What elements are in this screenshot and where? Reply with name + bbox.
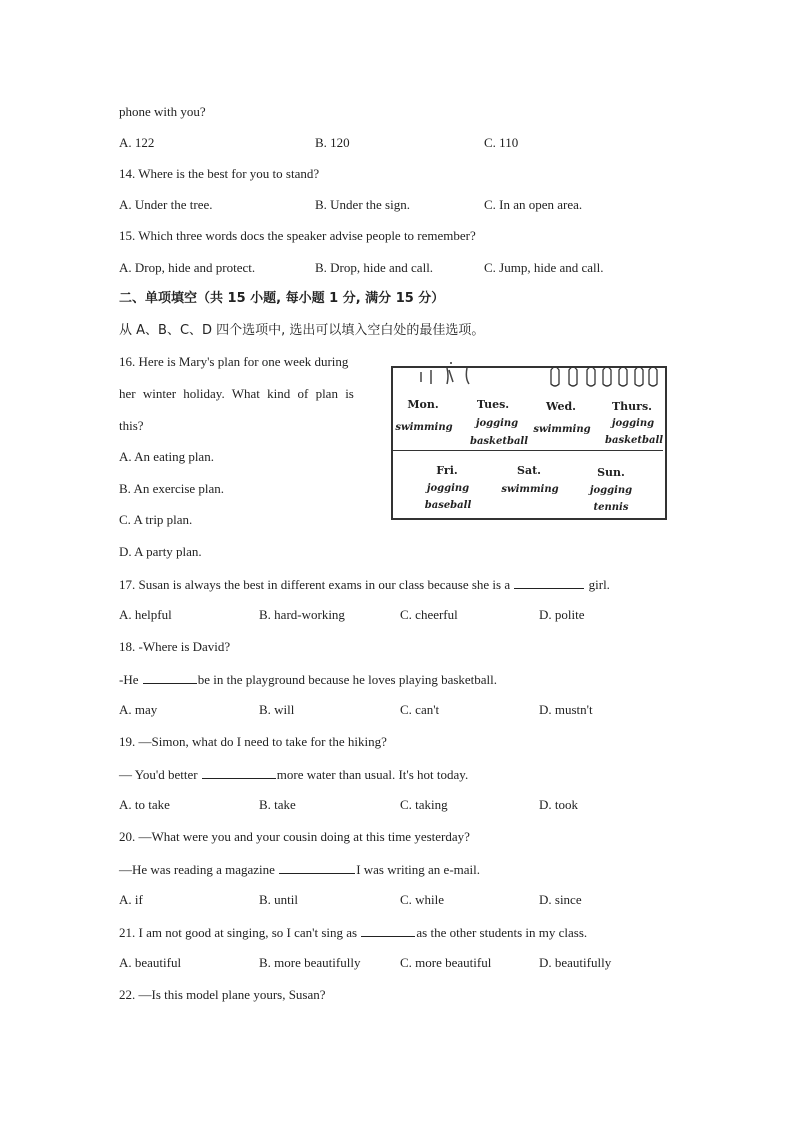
plan-activity: baseball	[424, 500, 472, 511]
q17-option-c: C. cheerful	[400, 607, 458, 622]
plan-day-sat: Sat.	[517, 464, 541, 477]
q20-line2	[119, 861, 480, 878]
q17-option-b: B. hard-working	[259, 607, 345, 622]
plan-divider	[391, 450, 663, 451]
q19-option-b: B. take	[259, 797, 296, 812]
q16-stem-line1: 16. Here is Mary's plan for one week during	[119, 354, 349, 369]
q19-line2	[119, 766, 468, 783]
plan-activity: jogging	[475, 418, 519, 429]
q18-line2-part1: -He	[119, 672, 139, 687]
plan-activity: basketball	[469, 436, 529, 447]
q18-option-a: A. may	[119, 702, 158, 717]
plan-activity: jogging	[426, 483, 470, 494]
q21-stem-part2: as the other students in my class.	[416, 925, 588, 940]
plan-decoration	[391, 360, 665, 400]
q20-option-c: C. while	[400, 892, 445, 907]
q14-option-a: A. Under the tree.	[119, 197, 213, 212]
plan-day-mon: Mon.	[407, 398, 439, 411]
q18-stem: 18. -Where is David?	[119, 639, 231, 654]
q17-option-d: D. polite	[539, 607, 585, 622]
q20-blank	[279, 861, 355, 874]
q13-option-a: A. 122	[119, 135, 155, 150]
q21-option-b: B. more beautifully	[259, 955, 361, 970]
q16-stem-line3: this?	[119, 418, 144, 433]
plan-day-wed: Wed.	[546, 400, 576, 413]
q14-option-b: B. Under the sign.	[315, 197, 410, 212]
q18-option-b: B. will	[259, 702, 295, 717]
q19-stem: 19. —Simon, what do I need to take for the hiking?	[119, 734, 387, 749]
q19-blank	[202, 766, 276, 779]
q20-option-d: D. since	[539, 892, 582, 907]
q17-option-a: A. helpful	[119, 607, 172, 622]
q16-option-d: D. A party plan.	[119, 544, 202, 559]
q15-option-a: A. Drop, hide and protect.	[119, 260, 256, 275]
q13-stem-tail: phone with you?	[119, 104, 206, 119]
plan-day-tues: Tues.	[476, 398, 510, 411]
q17-stem-part2: girl.	[588, 577, 610, 592]
q19-option-d: D. took	[539, 797, 578, 812]
q19-line2-part2: more water than usual. It's hot today.	[276, 767, 469, 782]
q15-option-b: B. Drop, hide and call.	[315, 260, 434, 275]
q16-option-a: A. An eating plan.	[119, 449, 214, 464]
q17-stem	[119, 576, 610, 593]
q15-stem: 15. Which three words docs the speaker advise people to remember?	[119, 228, 476, 243]
q14-stem: 14. Where is the best for you to stand?	[119, 166, 320, 181]
q18-blank	[143, 671, 197, 684]
q20-line2-part1: —He was reading a magazine	[119, 862, 275, 877]
q16-option-c: C. A trip plan.	[119, 512, 193, 527]
q18-option-d: D. mustn't	[539, 702, 593, 717]
q20-option-a: A. if	[119, 892, 143, 907]
plan-activity: swimming	[501, 484, 559, 495]
q21-stem-part1: 21. I am not good at singing, so I can't sing as	[119, 925, 358, 940]
plan-day-thurs: Thurs.	[612, 400, 652, 413]
plan-day-fri: Fri.	[436, 464, 458, 477]
plan-activity: tennis	[593, 502, 629, 513]
q16-option-b: B. An exercise plan.	[119, 481, 225, 496]
q17-blank	[514, 576, 584, 589]
q16-stem-line2: her winter holiday. What kind of plan is	[119, 386, 354, 401]
q21-option-d: D. beautifully	[539, 955, 612, 970]
q17-stem-part1: 17. Susan is always the best in different exams in our class because she is a	[119, 577, 511, 592]
plan-activity: jogging	[589, 485, 633, 496]
q20-option-b: B. until	[259, 892, 299, 907]
weekly-plan-image	[391, 360, 665, 518]
q21-stem	[119, 924, 587, 941]
plan-activity: jogging	[611, 418, 655, 429]
q13-option-b: B. 120	[315, 135, 350, 150]
plan-activity: basketball	[605, 435, 664, 446]
q21-option-c: C. more beautiful	[400, 955, 492, 970]
plan-activity: swimming	[533, 424, 591, 435]
q19-line2-part1: — You'd better	[119, 767, 198, 782]
plan-activity: swimming	[395, 422, 453, 433]
q18-option-c: C. can't	[400, 702, 440, 717]
q20-line2-part2: I was writing an e-mail.	[356, 862, 481, 877]
section-heading: 二、单项填空（共 15 小题, 每小题 1 分, 满分 15 分）	[119, 291, 445, 306]
q22-stem: 22. —Is this model plane yours, Susan?	[119, 987, 326, 1002]
q21-blank	[361, 924, 415, 937]
q21-option-a: A. beautiful	[119, 955, 182, 970]
q20-stem: 20. —What were you and your cousin doing at this time yesterday?	[119, 829, 470, 844]
q13-option-c: C. 110	[484, 135, 519, 150]
plan-day-sun: Sun.	[597, 466, 625, 479]
q19-option-c: C. taking	[400, 797, 448, 812]
q15-option-c: C. Jump, hide and call.	[484, 260, 604, 275]
q14-option-c: C. In an open area.	[484, 197, 583, 212]
q19-option-a: A. to take	[119, 797, 170, 812]
q18-line2-part2: be in the playground because he loves playing basketball.	[197, 672, 498, 687]
section-instruction: 从 A、B、C、D 四个选项中, 选出可以填入空白处的最佳选项。	[119, 323, 485, 338]
q18-line2	[119, 671, 497, 688]
